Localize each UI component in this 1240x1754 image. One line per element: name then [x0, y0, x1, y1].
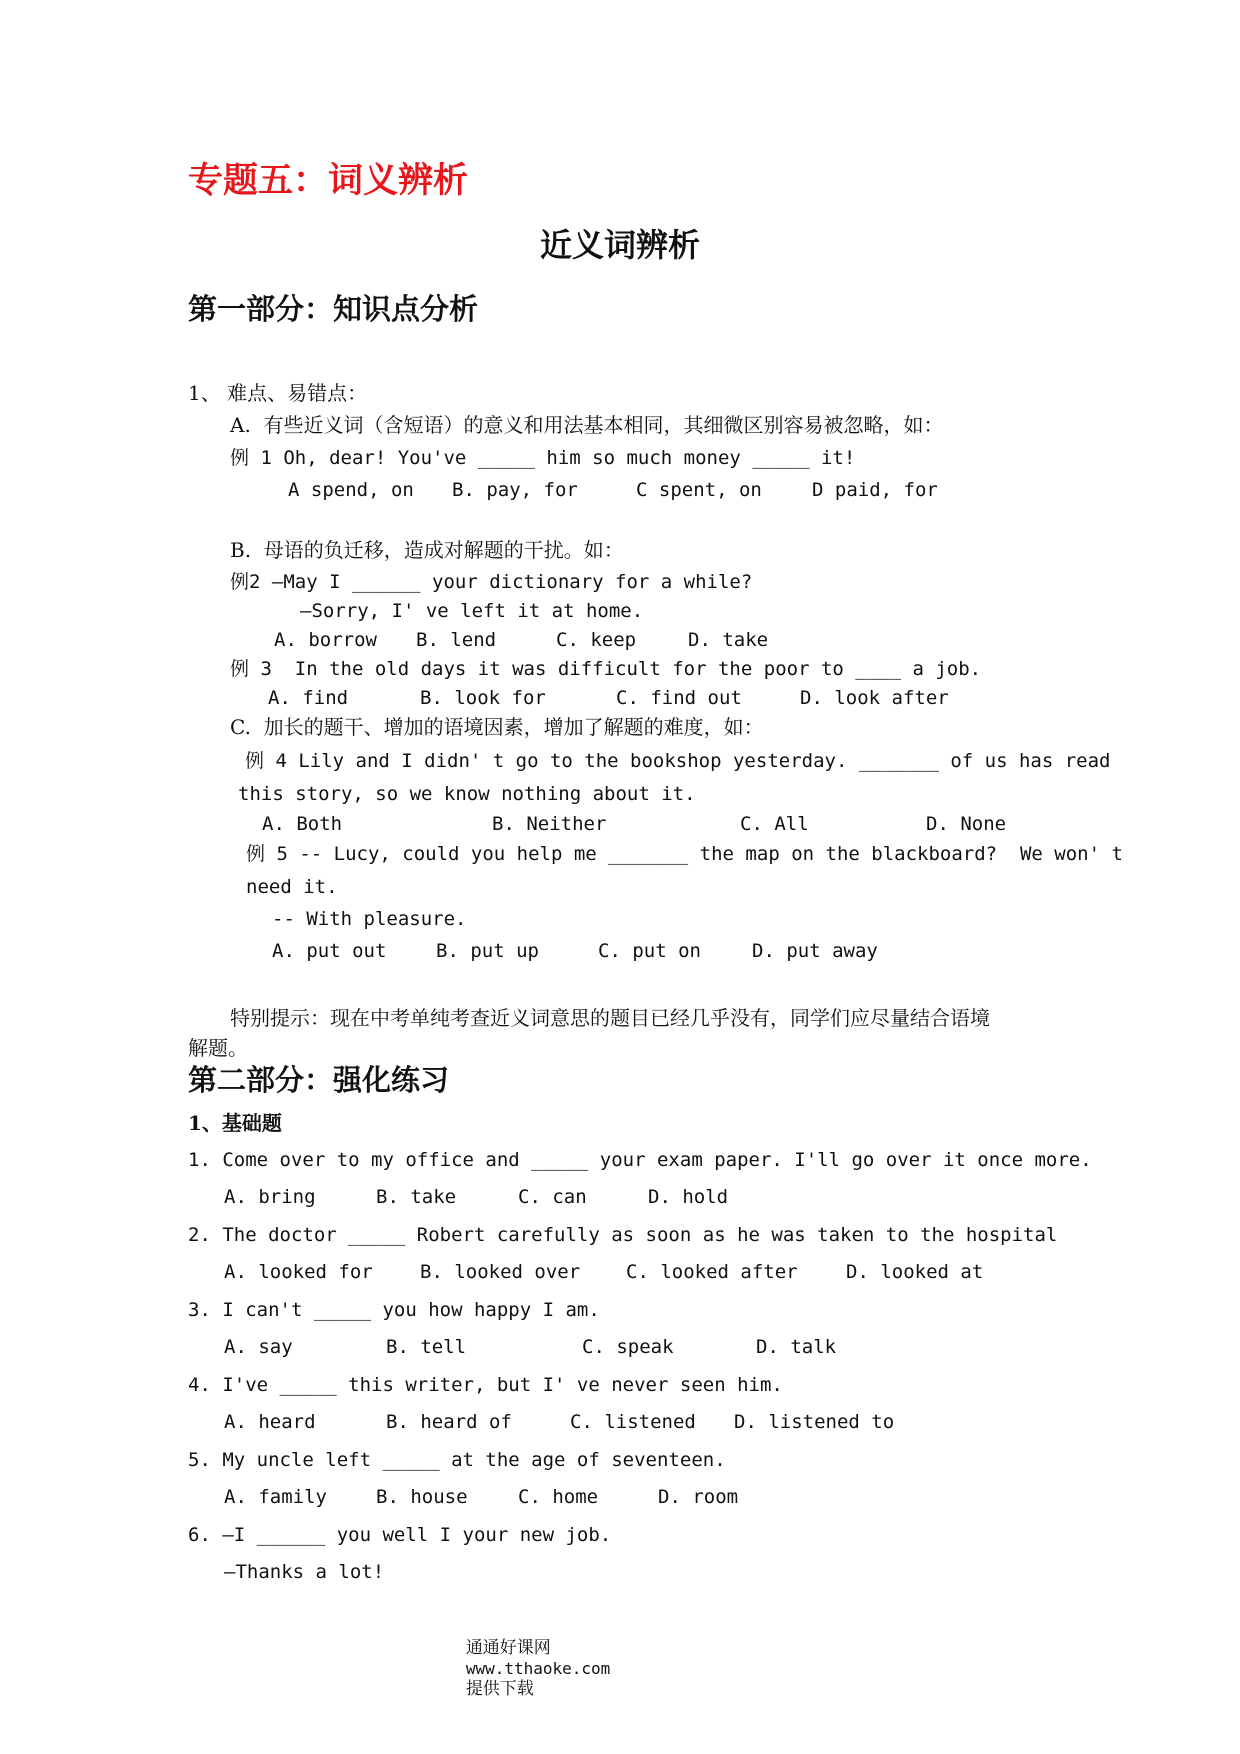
example2-option-b: B. lend: [416, 629, 497, 651]
example5-option-c: C. put on: [598, 940, 701, 962]
question-1-option-a: A. bring: [224, 1186, 316, 1208]
example5-option-d: D. put away: [752, 940, 878, 962]
example5-reply: -- With pleasure.: [272, 908, 467, 930]
question-5-option-d: D. room: [658, 1486, 739, 1508]
example4-stem-cont: this story, so we know nothing about it.: [238, 783, 696, 805]
example2-stem: 例2 —May I ______ your dictionary for a while?: [230, 571, 753, 593]
question-5-option-b: B. house: [376, 1486, 468, 1508]
footer-download-text: 提供下载: [465, 1679, 534, 1700]
question-6-reply: —Thanks a lot!: [224, 1561, 385, 1583]
part1-heading: 第一部分：知识点分析: [188, 292, 479, 326]
example5-option-a: A. put out: [272, 940, 387, 962]
example2-option-d: D. take: [688, 629, 769, 651]
example1-option-b: B. pay, for: [452, 479, 578, 501]
footer: [455, 1618, 610, 1700]
question-3-option-b: B. tell: [386, 1336, 467, 1358]
example4-stem: 例 4 Lily and I didn' t go to the bookshop yesterday. _______ of us has read: [245, 750, 1111, 772]
question-1-option-d: D. hold: [648, 1186, 729, 1208]
question-4-option-d: D. listened to: [734, 1411, 895, 1433]
example2-option-c: C. keep: [556, 629, 637, 651]
footer-site-name: 通通好课网: [465, 1638, 551, 1659]
example3-option-b: B. look for: [420, 687, 546, 709]
question-6: 6. —I ______ you well I your new job.: [188, 1524, 612, 1546]
question-3-option-a: A. say: [224, 1336, 293, 1358]
question-1: 1. Come over to my office and _____ your exam paper. I'll go over it once more.: [188, 1149, 1092, 1171]
example4-option-a: A. Both: [262, 813, 343, 835]
part2-subheading: 1、基础题: [188, 1111, 282, 1135]
question-2-option-b: B. looked over: [420, 1261, 581, 1283]
question-4: 4. I've _____ this writer, but I' ve never seen him.: [188, 1374, 783, 1396]
example1-option-c: C spent, on: [636, 479, 762, 501]
example3-option-a: A. find: [268, 687, 349, 709]
section-a-intro: A. 有些近义词（含短语）的意义和用法基本相同，其细微区别容易被忽略，如：: [230, 413, 944, 437]
question-5-option-c: C. home: [518, 1486, 599, 1508]
question-2-option-c: C. looked after: [626, 1261, 798, 1283]
example3-option-c: C. find out: [616, 687, 742, 709]
example4-option-b: B. Neither: [492, 813, 607, 835]
section-b-intro: B. 母语的负迁移，造成对解题的干扰。如：: [230, 538, 624, 562]
example1-stem: 例 1 Oh, dear! You've _____ him so much money _____ it!: [230, 447, 856, 469]
question-4-option-a: A. heard: [224, 1411, 316, 1433]
footer-url[interactable]: www.tthaoke.com: [465, 1658, 611, 1678]
question-1-option-b: B. take: [376, 1186, 457, 1208]
question-3-option-c: C. speak: [582, 1336, 674, 1358]
question-2-option-d: D. looked at: [846, 1261, 984, 1283]
question-4-option-b: B. heard of: [386, 1411, 512, 1433]
example4-option-c: C. All: [740, 813, 809, 835]
question-3-option-d: D. talk: [756, 1336, 837, 1358]
example5-stem: 例 5 -- Lucy, could you help me _______ the map on the blackboard? We won' t: [246, 843, 1123, 865]
special-tip-cont: 解题。: [188, 1036, 248, 1060]
question-4-option-c: C. listened: [570, 1411, 696, 1433]
special-tip: 特别提示：现在中考单纯考查近义词意思的题目已经几乎没有，同学们应尽量结合语境: [230, 1006, 990, 1030]
example3-stem: 例 3 In the old days it was difficult for the poor to ____ a job.: [230, 658, 982, 680]
example5-option-b: B. put up: [436, 940, 539, 962]
example2-reply: —Sorry, I' ve left it at home.: [300, 600, 644, 622]
topic-title: 专题五：词义辨析: [188, 160, 469, 201]
example4-option-d: D. None: [926, 813, 1007, 835]
example1-option-d: D paid, for: [812, 479, 938, 501]
example5-stem-cont: need it.: [246, 876, 338, 898]
question-2: 2. The doctor _____ Robert carefully as soon as he was taken to the hospital: [188, 1224, 1058, 1246]
example2-option-a: A. borrow: [274, 629, 377, 651]
question-2-option-a: A. looked for: [224, 1261, 373, 1283]
example1-option-a: A spend, on: [288, 479, 414, 501]
part2-heading: 第二部分：强化练习: [188, 1063, 450, 1097]
question-5-option-a: A. family: [224, 1486, 327, 1508]
point1-label: 1、 难点、易错点：: [188, 381, 368, 405]
question-1-option-c: C. can: [518, 1186, 587, 1208]
section-c-intro: C. 加长的题干、增加的语境因素，增加了解题的难度，如：: [230, 715, 764, 739]
main-title: 近义词辨析: [540, 226, 701, 264]
example3-option-d: D. look after: [800, 687, 949, 709]
question-3: 3. I can't _____ you how happy I am.: [188, 1299, 600, 1321]
question-5: 5. My uncle left _____ at the age of seventeen.: [188, 1449, 726, 1471]
